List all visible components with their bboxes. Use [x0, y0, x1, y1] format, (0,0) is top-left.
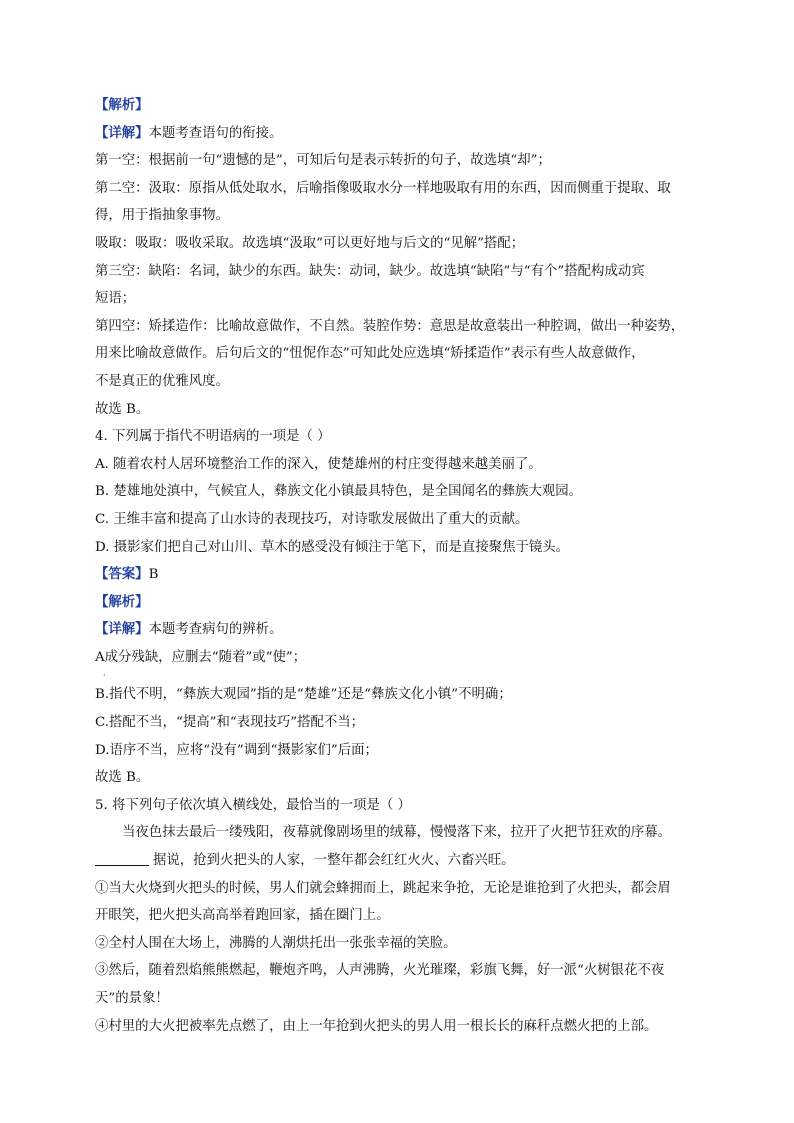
conclusion-line: 故选 B。	[95, 770, 150, 786]
answer-tag: 【答案】	[95, 567, 149, 583]
sentence-item: 天”的景象！	[95, 991, 169, 1006]
document-page	[95, 92, 705, 1040]
detail-text: 本题考查语句的衔接。	[148, 125, 283, 141]
option-a: A. 随着农村人居环境整治工作的深入，使楚雄州的村庄变得越来越美丽了。	[95, 456, 542, 472]
answer-line	[95, 561, 705, 589]
explanation-line: 吸取：吸取：吸收采取。故选填“汲取”可以更好地与后文的“见解”搭配；	[95, 235, 525, 251]
explanation-line: B.指代不明，“彝族大观园”指的是“楚雄”还是“彝族文化小镇”不明确；	[95, 687, 512, 703]
option-c: C. 王维丰富和提高了山水诗的表现技巧，对诗歌发展做出了重大的贡献。	[95, 511, 529, 527]
analysis-tag: 【解析】	[95, 594, 149, 610]
explanation-line: 第四空：矫揉造作：比喻故意做作，不自然。装腔作势：意思是故意装出一种腔调，做出一种姿势，	[95, 318, 685, 334]
passage-blank-line	[95, 847, 705, 875]
answer-value: B	[148, 567, 159, 583]
analysis-heading	[95, 92, 705, 120]
question-5-stem: 5. 将下列句子依次填入横线处，最恰当的一项是（ ）	[95, 797, 411, 813]
option-b: B. 楚雄地处滇中，气候宜人，彝族文化小镇最具特色，是全国闻名的彝族大观园。	[95, 484, 583, 500]
detail-tag: 【详解】	[95, 622, 149, 638]
dot-mark: ·	[103, 671, 106, 681]
explanation-line: C.搭配不当，“提高”和“表现技巧”搭配不当；	[95, 715, 365, 731]
detail-text: 本题考查病句的辨析。	[148, 622, 283, 638]
explanation-line: 得，用于指抽象事物。	[95, 208, 229, 224]
explanation-line: 第二空：汲取：原指从低处取水，后喻指像吸取水分一样地吸取有用的东西，因而侧重于提取、取	[95, 180, 671, 196]
explanation-line: D.语序不当，应将“没有”调到“摄影家们”后面；	[95, 742, 378, 758]
sentence-item: ③然后，随着烈焰熊熊燃起，鞭炮齐鸣，人声沸腾，火光璀璨，彩旗飞舞，好一派“火树银花不夜	[95, 963, 665, 979]
sentence-item: ④村里的大火把被率先点燃了，由上一年抢到火把头的男人用一根长长的麻秆点燃火把的上部。	[95, 1018, 658, 1034]
detail-line	[95, 120, 705, 148]
explanation-line: 用来比喻故意做作。后句后文的“忸怩作态”可知此处应选填“矫揉造作”表示有些人故意做作，	[95, 346, 645, 362]
sentence-item: 开眼笑，把火把头高高举着跑回家，插在圈门上。	[95, 908, 390, 924]
analysis-heading	[95, 589, 705, 617]
analysis-tag: 【解析】	[95, 98, 149, 113]
fill-blank	[95, 851, 149, 866]
option-d: D. 摄影家们把自己对山川、草木的感受没有倾注于笔下，而是直接聚焦于镜头。	[95, 539, 570, 555]
passage-text: 据说，抢到火把头的人家，一整年都会红红火火、六畜兴旺。	[153, 853, 515, 869]
sentence-item: ①当大火烧到火把头的时候，男人们就会蜂拥而上，跳起来争抢，无论是谁抢到了火把头，都会眉	[95, 880, 671, 896]
passage-line: 当夜色抹去最后一缕残阳，夜幕就像剧场里的绒幕，慢慢落下来，拉开了火把节狂欢的序幕。	[122, 825, 672, 841]
conclusion-line: 故选 B。	[95, 401, 150, 417]
explanation-line: 不是真正的优雅风度。	[95, 373, 229, 389]
explanation-line: 第一空：根据前一句“遗憾的是”，可知后句是表示转折的句子，故选填“却”；	[95, 153, 551, 169]
question-4-stem: 4. 下列属于指代不明语病的一项是（ ）	[95, 429, 331, 445]
explanation-line: 第三空：缺陷：名词，缺少的东西。缺失：动词，缺少。故选填“缺陷”与“有个”搭配构成动宾	[95, 263, 645, 279]
sentence-item: ②全村人围在大场上，沸腾的人潮烘托出一张张幸福的笑脸。	[95, 935, 457, 951]
explanation-line: A成分残缺，应删去“随着”或“使”；	[95, 649, 307, 665]
explanation-line: 短语；	[95, 291, 136, 307]
detail-line	[95, 616, 705, 644]
detail-tag: 【详解】	[95, 125, 149, 141]
